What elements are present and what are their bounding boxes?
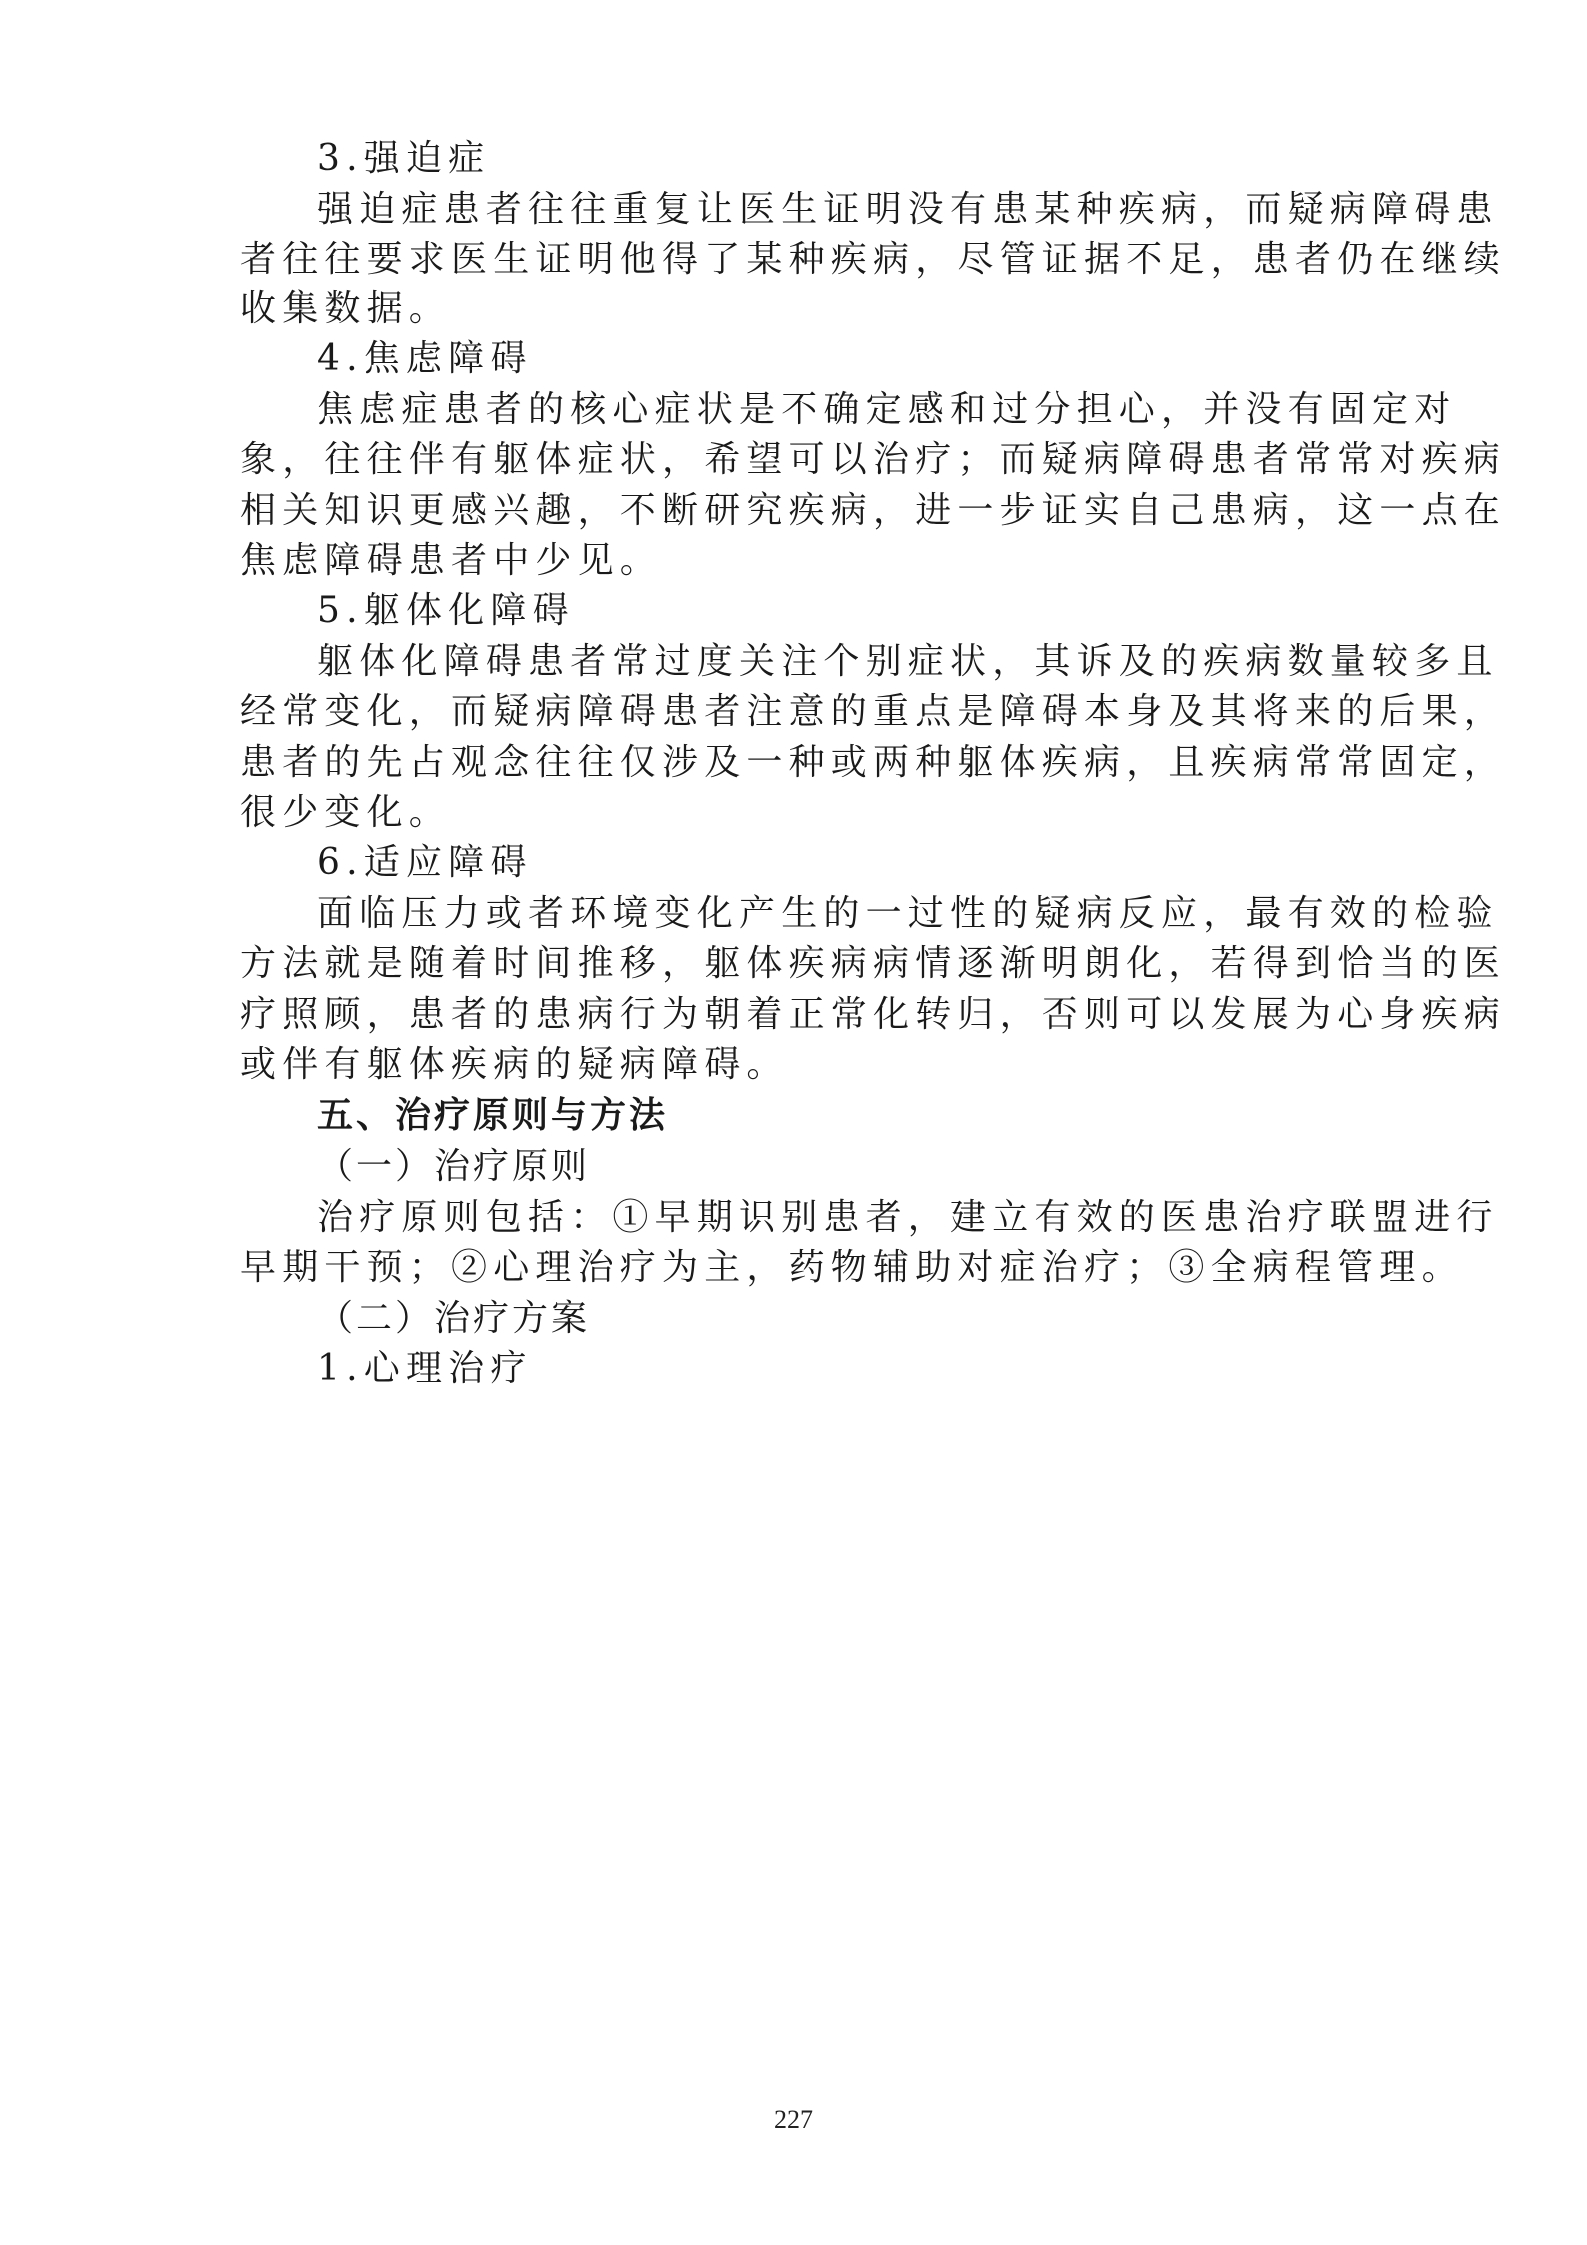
item-heading-psychotherapy: 1.心理治疗 <box>317 1348 533 1389</box>
paragraph-line: 疗照顾，患者的患病行为朝着正常化转归，否则可以发展为心身疾病 <box>240 994 1507 1035</box>
paragraph-line: 很少变化。 <box>240 792 452 833</box>
paragraph-line: 焦虑症患者的核心症状是不确定感和过分担心，并没有固定对 <box>317 389 1457 430</box>
paragraph-line: 治疗原则包括：①早期识别患者，建立有效的医患治疗联盟进行 <box>317 1197 1499 1238</box>
page-number: 227 <box>774 2105 813 2134</box>
paragraph-line: 者往往要求医生证明他得了某种疾病，尽管证据不足，患者仍在继续 <box>240 239 1507 280</box>
paragraph-line: 面临压力或者环境变化产生的一过性的疑病反应，最有效的检验 <box>317 893 1499 934</box>
item-heading-adjustment: 6.适应障碍 <box>317 842 533 883</box>
paragraph-line: 早期干预；②心理治疗为主，药物辅助对症治疗；③全病程管理。 <box>240 1247 1464 1288</box>
paragraph-line: 强迫症患者往往重复让医生证明没有患某种疾病，而疑病障碍患 <box>317 189 1499 230</box>
paragraph-line: 患者的先占观念往往仅涉及一种或两种躯体疾病，且疾病常常固定， <box>240 742 1507 783</box>
paragraph-line: 躯体化障碍患者常过度关注个别症状，其诉及的疾病数量较多且 <box>317 641 1499 682</box>
paragraph-line: 相关知识更感兴趣，不断研究疾病，进一步证实自己患病，这一点在 <box>240 490 1507 531</box>
item-heading-ocd: 3.强迫症 <box>317 138 491 179</box>
paragraph-line: 或伴有躯体疾病的疑病障碍。 <box>240 1044 789 1085</box>
subsection-heading: （一）治疗原则 <box>317 1146 591 1187</box>
paragraph-line: 收集数据。 <box>240 288 452 329</box>
paragraph-line: 经常变化，而疑病障碍患者注意的重点是障碍本身及其将来的后果， <box>240 691 1507 732</box>
paragraph-line: 焦虑障碍患者中少见。 <box>240 540 663 581</box>
section-heading: 五、治疗原则与方法 <box>317 1095 669 1136</box>
paragraph-line: 象，往往伴有躯体症状，希望可以治疗；而疑病障碍患者常常对疾病 <box>240 439 1507 480</box>
paragraph-line: 方法就是随着时间推移，躯体疾病病情逐渐明朗化，若得到恰当的医 <box>240 943 1507 984</box>
item-heading-somatization: 5.躯体化障碍 <box>317 590 575 631</box>
item-heading-anxiety: 4.焦虑障碍 <box>317 338 533 379</box>
subsection-heading: （二）治疗方案 <box>317 1298 591 1339</box>
